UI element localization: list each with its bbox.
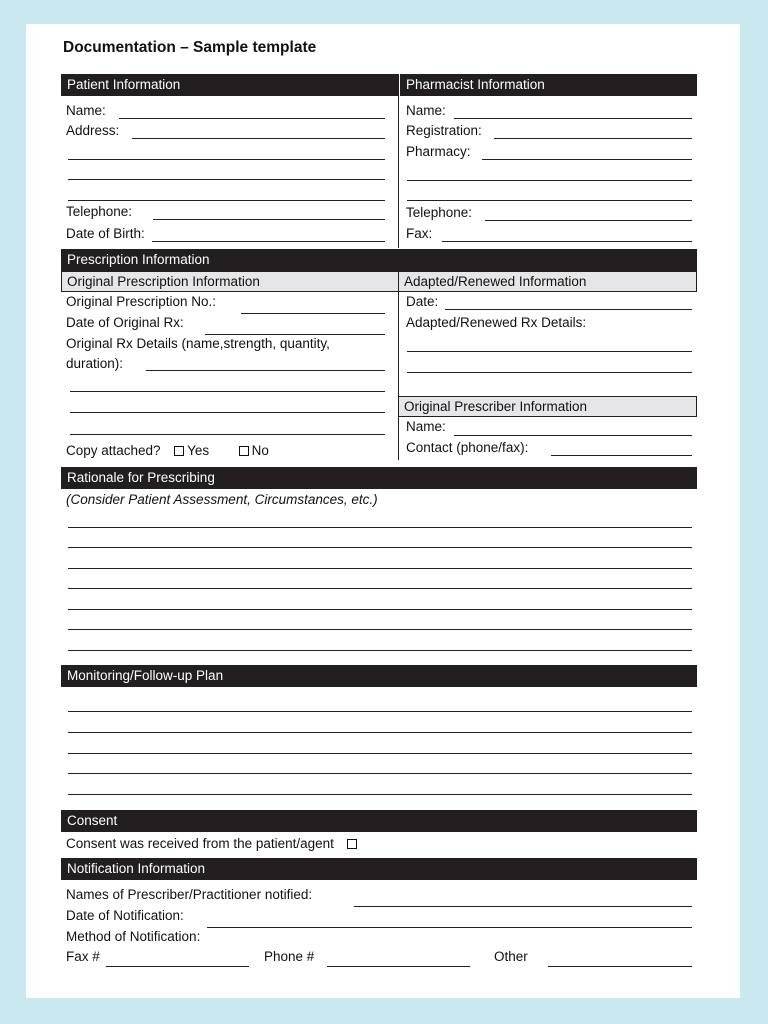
copy-no-checkbox[interactable] — [239, 446, 249, 456]
patient-name-label: Name: — [66, 103, 106, 118]
rationale-hint: (Consider Patient Assessment, Circumstances, etc.) — [66, 492, 378, 507]
patient-info-header: Patient Information — [61, 74, 399, 96]
original-rx-details-field[interactable] — [146, 370, 385, 371]
consent-row — [66, 836, 360, 852]
form-sheet — [26, 24, 740, 998]
monitoring-header: Monitoring/Follow-up Plan — [61, 665, 697, 687]
original-rx-no-field[interactable] — [241, 313, 385, 314]
patient-name-field[interactable] — [119, 118, 385, 119]
notified-names-field[interactable] — [354, 906, 692, 907]
patient-telephone-label: Telephone: — [66, 204, 133, 219]
original-rx-date-field[interactable] — [205, 334, 385, 335]
copy-yes-checkbox[interactable] — [174, 446, 184, 456]
adapted-details-line-1[interactable] — [407, 351, 692, 352]
adapted-renewed-subheader: Adapted/Renewed Information — [398, 271, 697, 292]
consent-header: Consent — [61, 810, 697, 832]
adapted-date-field[interactable] — [445, 309, 692, 310]
rationale-line-5[interactable] — [68, 609, 692, 610]
monitoring-line-5[interactable] — [68, 794, 692, 795]
monitoring-line-3[interactable] — [68, 753, 692, 754]
pharmacist-info-header: Pharmacist Information — [399, 74, 697, 96]
pharmacist-fax-label: Fax: — [406, 226, 433, 241]
prescriber-contact-label: Contact (phone/fax): — [406, 440, 529, 455]
fax-label: Fax # — [66, 949, 100, 964]
notification-date-field[interactable] — [207, 927, 692, 928]
consent-checkbox[interactable] — [347, 839, 357, 849]
rationale-line-2[interactable] — [68, 547, 692, 548]
rationale-line-4[interactable] — [68, 588, 692, 589]
original-rx-no-label: Original Prescription No.: — [66, 294, 217, 309]
prescriber-name-label: Name: — [406, 419, 446, 434]
original-rx-duration-label: duration): — [66, 356, 124, 371]
rationale-line-7[interactable] — [68, 650, 692, 651]
patient-address-field[interactable] — [132, 138, 385, 139]
page-title: Documentation – Sample template — [63, 39, 317, 56]
fax-field[interactable] — [106, 966, 249, 967]
prescription-column-divider — [398, 292, 399, 460]
prescriber-name-field[interactable] — [454, 435, 692, 436]
pharmacist-pharmacy-label: Pharmacy: — [406, 144, 471, 159]
original-prescriber-subheader: Original Prescriber Information — [398, 396, 697, 417]
rationale-line-1[interactable] — [68, 527, 692, 528]
original-rx-details-line-4[interactable] — [70, 434, 385, 435]
patient-dob-field[interactable] — [152, 241, 385, 242]
notification-header: Notification Information — [61, 858, 697, 880]
copy-attached-label: Copy attached? — [66, 443, 161, 458]
notification-method-label: Method of Notification: — [66, 929, 201, 944]
pharmacist-pharmacy-line-3[interactable] — [407, 200, 692, 201]
rationale-line-3[interactable] — [68, 568, 692, 569]
notified-names-label: Names of Prescriber/Practitioner notified: — [66, 887, 313, 902]
copy-attached-row — [66, 443, 269, 459]
original-rx-date-label: Date of Original Rx: — [66, 315, 184, 330]
monitoring-line-2[interactable] — [68, 732, 692, 733]
phone-field[interactable] — [327, 966, 470, 967]
prescription-info-header: Prescription Information — [61, 249, 697, 271]
original-rx-details-line-2[interactable] — [70, 391, 385, 392]
original-rx-details-line-3[interactable] — [70, 412, 385, 413]
pharmacist-pharmacy-field[interactable] — [482, 159, 692, 160]
prescriber-contact-field[interactable] — [551, 455, 692, 456]
patient-address-line-2[interactable] — [68, 159, 385, 160]
monitoring-line-4[interactable] — [68, 773, 692, 774]
consent-text: Consent was received from the patient/agent — [66, 836, 334, 851]
pharmacist-fax-field[interactable] — [442, 241, 692, 242]
column-divider — [398, 96, 399, 248]
patient-address-label: Address: — [66, 123, 120, 138]
pharmacist-pharmacy-line-2[interactable] — [407, 180, 692, 181]
monitoring-line-1[interactable] — [68, 711, 692, 712]
pharmacist-name-field[interactable] — [454, 118, 692, 119]
patient-address-line-4[interactable] — [68, 200, 385, 201]
original-rx-details-label: Original Rx Details (name,strength, quantity, — [66, 336, 330, 351]
pharmacist-telephone-label: Telephone: — [406, 205, 473, 220]
adapted-details-line-2[interactable] — [407, 372, 692, 373]
phone-label: Phone # — [264, 949, 315, 964]
pharmacist-name-label: Name: — [406, 103, 446, 118]
copy-no-label: No — [251, 443, 269, 458]
rationale-header: Rationale for Prescribing — [61, 467, 697, 489]
copy-yes-label: Yes — [187, 443, 210, 458]
other-field[interactable] — [548, 966, 692, 967]
patient-address-line-3[interactable] — [68, 179, 385, 180]
pharmacist-registration-label: Registration: — [406, 123, 482, 138]
pharmacist-registration-field[interactable] — [494, 138, 692, 139]
pharmacist-telephone-field[interactable] — [485, 220, 692, 221]
adapted-details-label: Adapted/Renewed Rx Details: — [406, 315, 587, 330]
other-label: Other — [494, 949, 528, 964]
patient-dob-label: Date of Birth: — [66, 226, 145, 241]
notification-date-label: Date of Notification: — [66, 908, 184, 923]
adapted-date-label: Date: — [406, 294, 439, 309]
rationale-line-6[interactable] — [68, 629, 692, 630]
patient-telephone-field[interactable] — [153, 219, 385, 220]
original-prescription-subheader: Original Prescription Information — [61, 271, 399, 292]
